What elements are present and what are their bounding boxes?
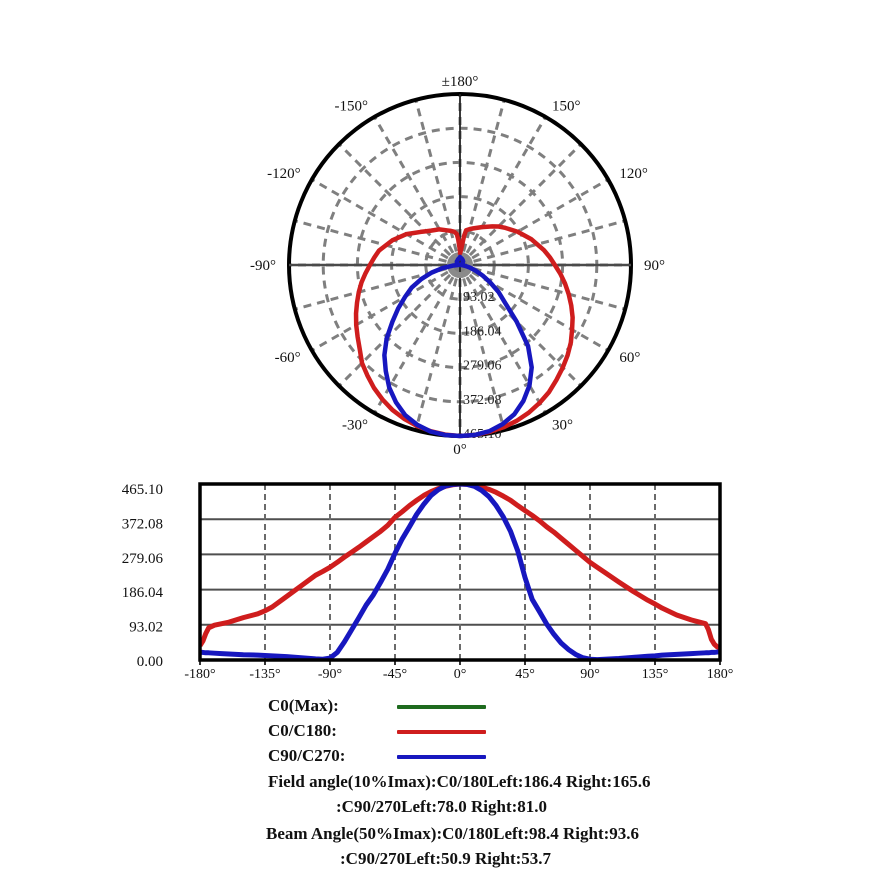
polar-chart bbox=[250, 74, 665, 458]
tick-label: 0° bbox=[453, 667, 467, 682]
tick-label: 120° bbox=[619, 166, 648, 182]
tick-label: -45° bbox=[382, 667, 408, 682]
tick-label: -30° bbox=[342, 417, 368, 434]
tick-label: 372.08 bbox=[463, 392, 502, 408]
tick-label: ±180° bbox=[441, 74, 479, 90]
tick-label: 0° bbox=[453, 442, 467, 458]
tick-label: 93.02 bbox=[463, 290, 495, 306]
tick-label: 150° bbox=[552, 98, 581, 115]
legend-label-c90c270: C90/C270: bbox=[268, 746, 346, 765]
tick-label: 30° bbox=[552, 417, 573, 434]
polar-spoke bbox=[416, 265, 460, 430]
tick-label: 180° bbox=[706, 667, 734, 682]
polar-curve-c90c270 bbox=[384, 257, 531, 436]
legend-label-c0c180: C0/C180: bbox=[268, 721, 337, 740]
linear-curve-c90c270 bbox=[200, 484, 720, 660]
tick-label: 45° bbox=[515, 667, 535, 682]
tick-label: -60° bbox=[274, 350, 301, 366]
tick-label: -90° bbox=[317, 667, 343, 682]
field-angle-c90-line: :C90/270Left:78.0 Right:81.0 bbox=[336, 797, 548, 816]
tick-label: 465.10 bbox=[463, 427, 502, 442]
tick-label: 135° bbox=[641, 667, 669, 682]
beam-angle-c90-line: :C90/270Left:50.9 Right:53.7 bbox=[340, 849, 552, 868]
legend-line-c0c180 bbox=[397, 730, 486, 734]
tick-label: 465.10 bbox=[121, 482, 163, 498]
legend-line-c0max bbox=[397, 705, 486, 709]
legend-line-c90c270 bbox=[397, 755, 486, 759]
tick-label: -150° bbox=[334, 98, 368, 115]
tick-label: -135° bbox=[249, 667, 281, 682]
tick-label: 279.06 bbox=[463, 358, 502, 374]
tick-label: 90° bbox=[580, 667, 600, 682]
tick-label: 60° bbox=[619, 350, 641, 366]
legend-label-c0max: C0(Max): bbox=[268, 696, 339, 715]
tick-label: 279.06 bbox=[121, 550, 163, 567]
tick-label: 90° bbox=[644, 258, 665, 274]
linear-plot-border bbox=[200, 484, 720, 660]
beam-angle-c0-line: Beam Angle(50%Imax):C0/180Left:98.4 Right:93.6 bbox=[266, 824, 640, 843]
tick-label: 372.08 bbox=[121, 516, 163, 533]
tick-label: -120° bbox=[267, 166, 301, 182]
tick-label: -180° bbox=[184, 667, 216, 682]
field-angle-c0-line: Field angle(10%Imax):C0/180Left:186.4 Right:165.6 bbox=[268, 772, 651, 791]
tick-label: 186.04 bbox=[121, 585, 163, 602]
tick-label: 93.02 bbox=[129, 619, 163, 636]
tick-label: 0.00 bbox=[136, 654, 163, 670]
intensity-linear-chart bbox=[122, 482, 734, 682]
polar-spoke bbox=[416, 100, 460, 265]
tick-label: -90° bbox=[250, 258, 276, 274]
tick-label: 186.04 bbox=[463, 324, 502, 340]
